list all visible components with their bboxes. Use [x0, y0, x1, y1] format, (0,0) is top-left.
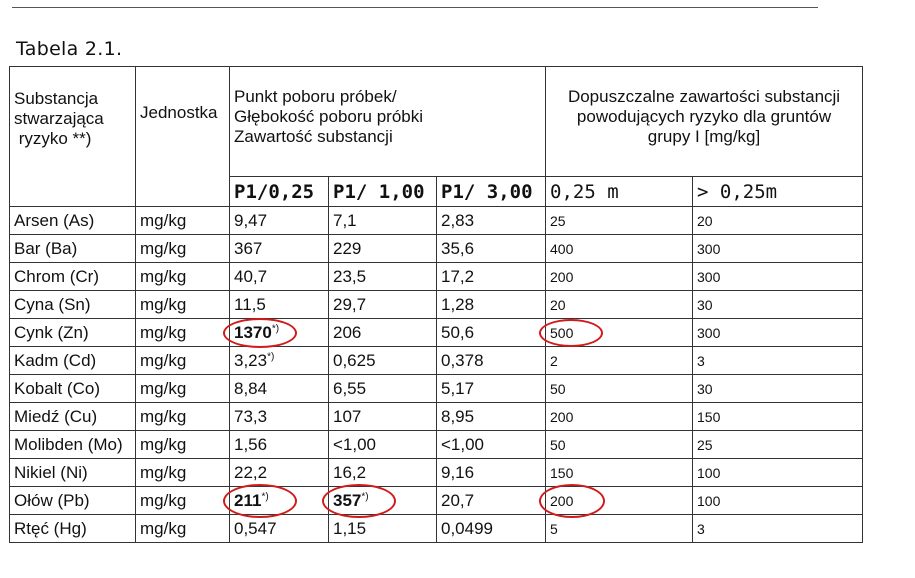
substance-name: [10, 459, 136, 487]
unit-cell-text: mg/kg: [140, 406, 187, 426]
limit-gt025: [693, 235, 863, 263]
value-p1-300-text: 9,16: [441, 462, 475, 482]
limit-gt025: [693, 347, 863, 375]
value-p1-300-text: 1,28: [441, 294, 475, 314]
limit-025: [546, 235, 693, 263]
unit-cell: [136, 431, 230, 459]
substance-name: [10, 347, 136, 375]
value-p1-100: [329, 515, 437, 543]
footnote-marker: *): [261, 490, 269, 502]
unit-cell-text: mg/kg: [140, 462, 187, 482]
value-p1-025-text: 11,5: [234, 294, 266, 314]
substance-name-text: Miedź (Cu): [14, 406, 98, 426]
value-p1-025-text: 22,2: [234, 462, 268, 482]
value-p1-300-text: 8,95: [441, 406, 475, 426]
value-p1-300: [437, 487, 546, 515]
limit-gt025-text: 30: [697, 380, 713, 397]
value-p1-300-text: 0,378: [441, 350, 484, 370]
subheader-limit-gt025: > 0,25m: [693, 177, 863, 207]
unit-cell-text: mg/kg: [140, 518, 187, 538]
limit-025: [546, 375, 693, 403]
value-p1-100-text: 29,7: [333, 294, 367, 314]
value-p1-100: [329, 459, 437, 487]
substance-name: [10, 403, 136, 431]
substance-name-text: Nikiel (Ni): [14, 462, 88, 482]
value-p1-300: [437, 347, 546, 375]
unit-cell: [136, 459, 230, 487]
value-p1-300: [437, 375, 546, 403]
value-p1-100-text: 16,2: [333, 462, 367, 482]
limit-gt025: [693, 487, 863, 515]
value-p1-025: [230, 207, 329, 235]
limit-025-text: 200: [550, 268, 574, 285]
value-p1-300: [437, 263, 546, 291]
table-row: [10, 459, 863, 487]
value-p1-100-text: 206: [333, 322, 362, 342]
value-p1-025: [230, 291, 329, 319]
footnote-marker: *): [267, 350, 275, 362]
value-p1-300: [437, 291, 546, 319]
value-p1-100-text: 107: [333, 406, 362, 426]
limit-025: [546, 347, 693, 375]
value-p1-100: [329, 207, 437, 235]
limits-header-line: grupy I [mg/kg]: [647, 127, 761, 146]
unit-cell-text: mg/kg: [140, 378, 187, 398]
limit-gt025-text: 100: [697, 464, 721, 481]
value-p1-300: [437, 319, 546, 347]
value-p1-300: [437, 459, 546, 487]
limit-025-text: 400: [550, 240, 574, 257]
limit-025-text: 50: [550, 436, 566, 453]
value-p1-300: [437, 431, 546, 459]
limits-header: [546, 67, 863, 177]
sampling-point-header-line: Głębokość poboru próbki: [234, 107, 424, 126]
unit-cell: [136, 207, 230, 235]
substance-name: [10, 375, 136, 403]
value-p1-100-text: 357: [333, 490, 362, 510]
table-row: [10, 291, 863, 319]
value-p1-025: [230, 235, 329, 263]
table-row: [10, 431, 863, 459]
table-row: [10, 235, 863, 263]
value-p1-025: [230, 487, 329, 515]
limit-025: [546, 263, 693, 291]
value-p1-025-text: 1370: [234, 322, 272, 342]
table-row: [10, 487, 863, 515]
value-p1-300-text: 0,0499: [441, 518, 493, 538]
limit-gt025: [693, 291, 863, 319]
limit-gt025: [693, 207, 863, 235]
footnote-marker: *): [271, 322, 280, 334]
footnote-marker: *): [361, 490, 369, 502]
value-p1-025-text: 3,23: [234, 350, 268, 370]
limit-gt025-text: 300: [697, 324, 721, 341]
unit-cell: [136, 319, 230, 347]
value-p1-300-text: 20,7: [441, 490, 475, 510]
unit-cell-text: mg/kg: [140, 434, 187, 454]
value-p1-100: [329, 291, 437, 319]
unit-cell: [136, 263, 230, 291]
limit-gt025-text: 150: [697, 408, 721, 425]
value-p1-100: [329, 375, 437, 403]
limit-025-text: 200: [550, 408, 574, 425]
limit-gt025-text: 30: [697, 296, 713, 313]
value-p1-025: [230, 319, 329, 347]
limit-025: [546, 459, 693, 487]
substance-name-text: Ołów (Pb): [14, 490, 90, 510]
sampling-point-header-line: Punkt poboru próbek/: [234, 87, 397, 106]
substance-name: [10, 487, 136, 515]
limit-025-text: 5: [550, 520, 558, 537]
unit-cell-text: mg/kg: [140, 238, 187, 258]
value-p1-100-text: 1,15: [333, 518, 367, 538]
value-p1-025: [230, 515, 329, 543]
limit-025: [546, 431, 693, 459]
unit-cell-text: mg/kg: [140, 294, 187, 314]
value-p1-100: [329, 403, 437, 431]
substance-header-line: Substancja: [14, 89, 99, 108]
limit-025-text: 25: [550, 212, 566, 229]
value-p1-025: [230, 375, 329, 403]
value-p1-100-text: 0,625: [333, 350, 376, 370]
substance-name-text: Arsen (As): [14, 210, 95, 230]
limit-gt025: [693, 403, 863, 431]
limit-025: [546, 403, 693, 431]
value-p1-100-text: <1,00: [333, 434, 377, 454]
limit-gt025-text: 100: [697, 492, 721, 509]
unit-cell-text: mg/kg: [140, 490, 187, 510]
limit-025: [546, 487, 693, 515]
value-p1-025-text: 0,547: [234, 518, 277, 538]
limits-header-line: powodujących ryzyko dla gruntów: [576, 107, 832, 126]
sampling-point-header-line: Zawartość substancji: [234, 127, 393, 146]
unit-cell: [136, 347, 230, 375]
limit-025-text: 20: [550, 296, 566, 313]
substance-header-line: stwarzająca: [14, 109, 104, 128]
unit-cell: [136, 235, 230, 263]
contamination-table: [9, 66, 863, 543]
header-row: [10, 67, 863, 177]
unit-cell: [136, 291, 230, 319]
value-p1-100: [329, 431, 437, 459]
sampling-point-header: [230, 67, 546, 177]
limits-header-line: Dopuszczalne zawartości substancji: [567, 87, 841, 106]
value-p1-300-text: 2,83: [441, 210, 475, 230]
value-p1-025: [230, 459, 329, 487]
value-p1-100-text: 6,55: [333, 378, 367, 398]
substance-name-text: Cyna (Sn): [14, 294, 91, 314]
value-p1-025: [230, 263, 329, 291]
subheader-p1-025: P1/0,25: [230, 177, 329, 207]
value-p1-300: [437, 207, 546, 235]
substance-name: [10, 515, 136, 543]
limit-gt025: [693, 515, 863, 543]
substance-name: [10, 319, 136, 347]
subheader-p1-100: P1/ 1,00: [329, 177, 437, 207]
limit-gt025: [693, 459, 863, 487]
value-p1-300-text: 35,6: [441, 238, 475, 258]
unit-cell: [136, 487, 230, 515]
value-p1-025: [230, 431, 329, 459]
limit-gt025-text: 3: [697, 520, 705, 537]
limit-025: [546, 319, 693, 347]
unit-cell: [136, 403, 230, 431]
table-caption: Tabela 2.1.: [16, 38, 123, 60]
value-p1-300: [437, 403, 546, 431]
top-rule: [12, 7, 818, 8]
limit-gt025-text: 20: [697, 212, 713, 229]
limit-025-text: 150: [550, 464, 574, 481]
value-p1-100-text: 7,1: [333, 210, 357, 230]
limit-gt025-text: 300: [697, 268, 721, 285]
substance-name: [10, 291, 136, 319]
value-p1-100: [329, 235, 437, 263]
table-row: [10, 207, 863, 235]
value-p1-100: [329, 263, 437, 291]
value-p1-025-text: 211: [234, 490, 262, 510]
table-row: [10, 403, 863, 431]
unit-cell-text: mg/kg: [140, 350, 187, 370]
table-body: [10, 207, 863, 543]
substance-name-text: Bar (Ba): [14, 238, 78, 258]
table-row: [10, 375, 863, 403]
table-row: [10, 319, 863, 347]
value-p1-025-text: 1,56: [234, 434, 268, 454]
value-p1-025-text: 40,7: [234, 266, 268, 286]
value-p1-100: [329, 347, 437, 375]
value-p1-025: [230, 347, 329, 375]
substance-name-text: Kadm (Cd): [14, 350, 97, 370]
limit-025: [546, 291, 693, 319]
limit-025: [546, 207, 693, 235]
substance-name-text: Kobalt (Co): [14, 378, 100, 398]
value-p1-100-text: 23,5: [333, 266, 367, 286]
value-p1-025-text: 73,3: [234, 406, 268, 426]
value-p1-100: [329, 319, 437, 347]
value-p1-025: [230, 403, 329, 431]
value-p1-100: [329, 487, 437, 515]
value-p1-025-text: 8,84: [234, 378, 268, 398]
subheader-limit-025: 0,25 m: [546, 177, 693, 207]
value-p1-300: [437, 515, 546, 543]
substance-header-line: ryzyko **): [14, 129, 92, 148]
value-p1-300-text: 5,17: [441, 378, 475, 398]
substance-name: [10, 207, 136, 235]
value-p1-100-text: 229: [333, 238, 362, 258]
limit-025-text: 2: [550, 352, 558, 369]
table-row: [10, 347, 863, 375]
limit-025: [546, 515, 693, 543]
substance-header: [10, 67, 136, 207]
unit-header: Jednostka: [136, 67, 230, 207]
limit-gt025: [693, 431, 863, 459]
value-p1-300-text: 17,2: [441, 266, 475, 286]
substance-name-text: Cynk (Zn): [14, 322, 89, 342]
substance-name: [10, 235, 136, 263]
unit-cell-text: mg/kg: [140, 266, 187, 286]
substance-name: [10, 263, 136, 291]
substance-name-text: Chrom (Cr): [14, 266, 99, 286]
unit-cell-text: mg/kg: [140, 322, 187, 342]
value-p1-025-text: 367: [234, 238, 263, 258]
unit-cell-text: mg/kg: [140, 210, 187, 230]
substance-name-text: Rtęć (Hg): [14, 518, 87, 538]
limit-025-text: 50: [550, 380, 566, 397]
value-p1-300-text: <1,00: [441, 434, 485, 454]
value-p1-300: [437, 235, 546, 263]
value-p1-025-text: 9,47: [234, 210, 268, 230]
substance-name-text: Molibden (Mo): [14, 434, 123, 454]
limit-025-text: 200: [550, 492, 574, 509]
limit-gt025: [693, 263, 863, 291]
unit-cell: [136, 515, 230, 543]
table-row: [10, 515, 863, 543]
value-p1-300-text: 50,6: [441, 322, 475, 342]
limit-gt025: [693, 319, 863, 347]
subheader-p1-300: P1/ 3,00: [437, 177, 546, 207]
unit-cell: [136, 375, 230, 403]
limit-gt025-text: 300: [697, 240, 721, 257]
limit-gt025-text: 3: [697, 352, 705, 369]
substance-name: [10, 431, 136, 459]
limit-gt025-text: 25: [697, 436, 713, 453]
table-row: [10, 263, 863, 291]
limit-gt025: [693, 375, 863, 403]
limit-025-text: 500: [550, 324, 574, 341]
